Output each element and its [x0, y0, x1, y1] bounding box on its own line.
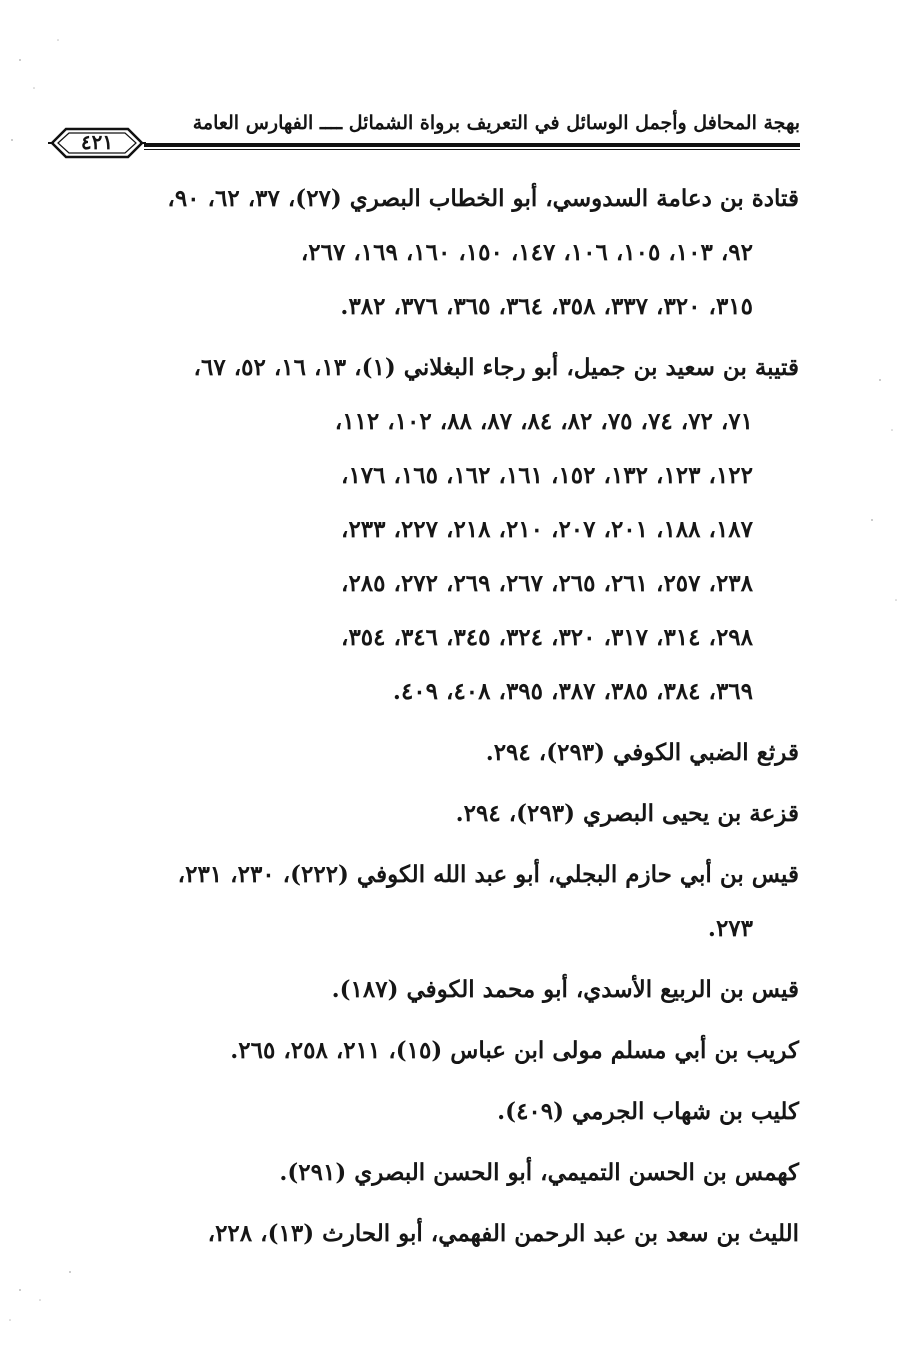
entry-line: ٩٢، ١٠٣، ١٠٥، ١٠٦، ١٤٧، ١٥٠، ١٦٠، ١٦٩، ٢٦٧، — [300, 239, 753, 266]
entry-line: ٢٣٨، ٢٥٧، ٢٦١، ٢٦٥، ٢٦٧، ٢٦٩، ٢٧٢، ٢٨٥، — [341, 570, 753, 597]
index-entry — [99, 341, 799, 719]
index-entry — [99, 1146, 799, 1200]
entry-line: ٣٦٩، ٣٨٤، ٣٨٥، ٣٨٧، ٣٩٥، ٤٠٨، ٤٠٩. — [392, 678, 753, 705]
index-entry — [99, 963, 799, 1017]
entry-line: كريب بن أبي مسلم مولى ابن عباس (١٥)، ٢١١، ٢٥٨، ٢٦٥. — [230, 1037, 799, 1064]
entry-line: قزعة بن يحيى البصري (٢٩٣)، ٢٩٤. — [455, 800, 799, 827]
header-rule — [144, 143, 800, 150]
index-entry — [99, 787, 799, 841]
entry-line: ٢٩٨، ٣١٤، ٣١٧، ٣٢٠، ٣٢٤، ٣٤٥، ٣٤٦، ٣٥٤، — [341, 624, 753, 651]
index-entry — [99, 726, 799, 780]
index-entry — [99, 848, 799, 956]
entry-line: قتيبة بن سعيد بن جميل، أبو رجاء البغلاني (١)، ١٣، ١٦، ٥٢، ٦٧، — [193, 354, 799, 381]
entry-line: ٢٧٣. — [707, 915, 753, 942]
entry-line: ١٢٢، ١٢٣، ١٣٢، ١٥٢، ١٦١، ١٦٢، ١٦٥، ١٧٦، — [341, 462, 753, 489]
entry-line: ٣١٥، ٣٢٠، ٣٣٧، ٣٥٨، ٣٦٤، ٣٦٥، ٣٧٦، ٣٨٢. — [340, 293, 753, 320]
entry-line: كليب بن شهاب الجرمي (٤٠٩). — [497, 1098, 799, 1125]
book-title: بهجة المحافل وأجمل الوسائل في التعريف برواة الشمائل ــــ الفهارس العامة — [192, 112, 800, 134]
page-header — [48, 112, 800, 158]
entry-line: كهمس بن الحسن التميمي، أبو الحسن البصري (٢٩١). — [279, 1159, 799, 1186]
entry-line: قيس بن الربيع الأسدي، أبو محمد الكوفي (١٨٧). — [331, 976, 799, 1003]
page-number: ٤٢١ — [80, 130, 114, 154]
entry-line: قتادة بن دعامة السدوسي، أبو الخطاب البصري (٢٧)، ٣٧، ٦٢، ٩٠، — [167, 185, 799, 212]
entry-line: قيس بن أبي حازم البجلي، أبو عبد الله الكوفي (٢٢٢)، ٢٣٠، ٢٣١، — [177, 861, 799, 888]
index-entry — [99, 1085, 799, 1139]
entry-line: ١٨٧، ١٨٨، ٢٠١، ٢٠٧، ٢١٠، ٢١٨، ٢٢٧، ٢٣٣، — [341, 516, 753, 543]
index-entries — [99, 172, 799, 1268]
page-number-badge — [48, 126, 146, 160]
entry-line: ٧١، ٧٢، ٧٤، ٧٥، ٨٢، ٨٤، ٨٧، ٨٨، ١٠٢، ١١٢، — [334, 408, 753, 435]
index-entry — [99, 1207, 799, 1261]
index-entry — [99, 172, 799, 334]
entry-line: قرثع الضبي الكوفي (٢٩٣)، ٢٩٤. — [485, 739, 799, 766]
index-entry — [99, 1024, 799, 1078]
entry-line: الليث بن سعد بن عبد الرحمن الفهمي، أبو الحارث (١٣)، ٢٢٨، — [207, 1220, 799, 1247]
